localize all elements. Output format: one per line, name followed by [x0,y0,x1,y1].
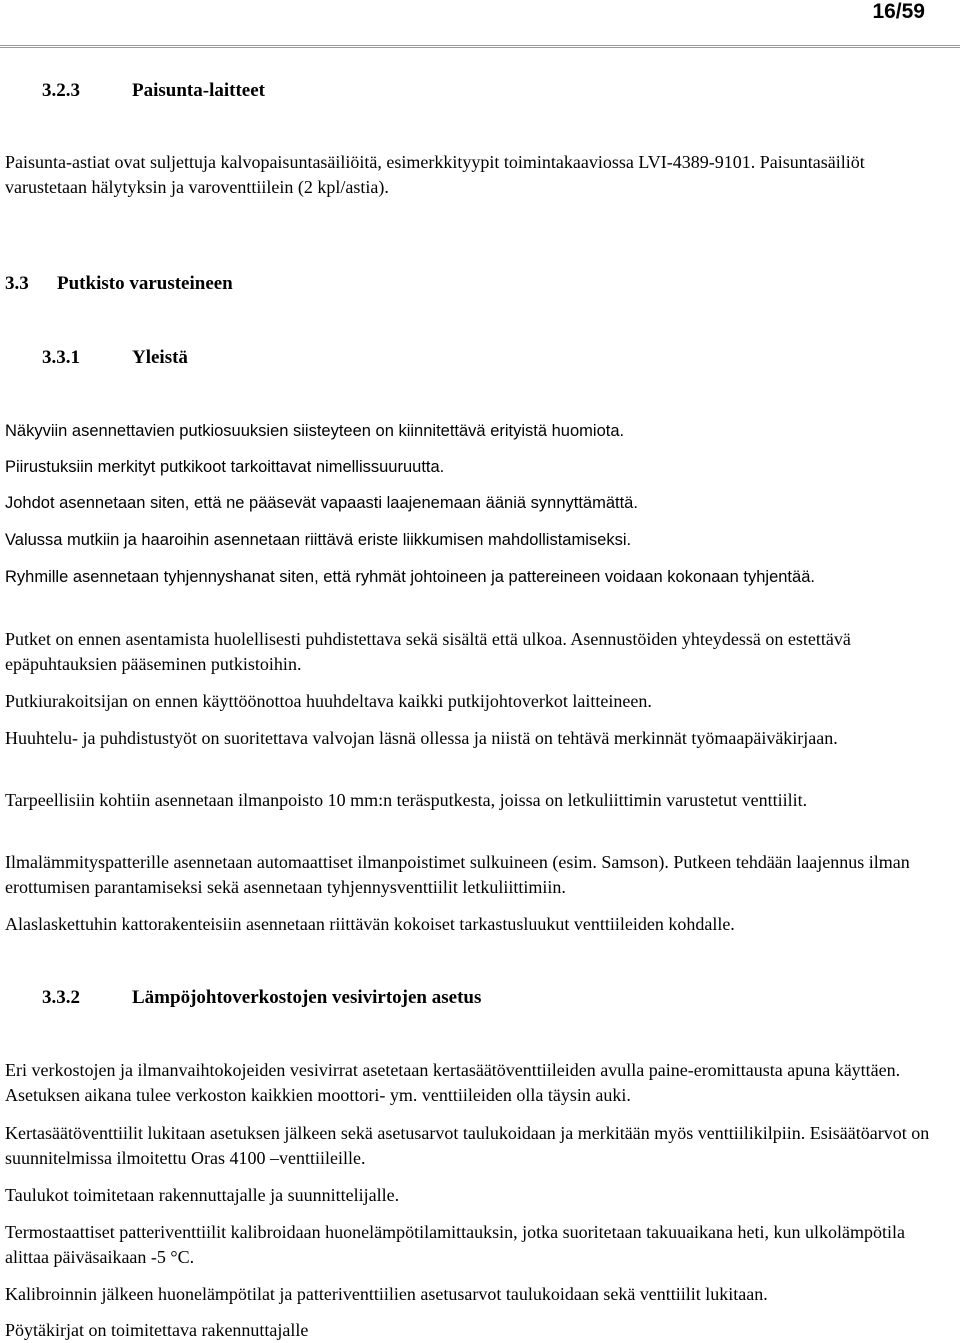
heading-3-3 [5,273,233,295]
heading-title: Paisunta-laitteet [132,80,265,101]
paragraph-visible-pipes: Näkyviin asennettavien putkiosuuksien siisteyteen on kiinnitettävä erityistä huomiota. [5,422,625,440]
heading-title: Yleistä [132,347,188,368]
paragraph-pipe-cleaning: Putket on ennen asentamista huolellisesti puhdistettava sekä sisältä että ulkoa. Asennustöiden yhteydessä on estettävä epäpuhtauksien pääseminen putkistoihin. [5,629,851,674]
heading-title: Lämpöjohtoverkostojen vesivirtojen asetus [132,987,482,1008]
paragraph-pipe-sizes: Piirustuksiin merkityt putkikoot tarkoittavat nimellissuuruutta. [5,458,445,476]
heading-number: 3.3.2 [42,987,80,1008]
paragraph-air-vents: Tarpeellisiin kohtiin asennetaan ilmanpoisto 10 mm:n teräsputkesta, joissa on letkuliittimin varustetut venttiilit. [5,790,808,810]
page-number: 16/59 [872,0,925,23]
paragraph-flushing: Putkiurakoitsijan on ennen käyttöönottoa huuhdeltava kaikki putkijohtoverkot laitteineen. [5,691,652,711]
paragraph-calibration: Kalibroinnin jälkeen huonelämpötilat ja patteriventtiilien asetusarvot taulukoidaan sekä venttiilit lukitaan. [5,1284,768,1304]
heading-number: 3.3 [5,273,29,294]
paragraph-inspection-hatches: Alaslaskettuhin kattorakenteisiin asennetaan riittävän kokoiset tarkastusluukut venttiileiden kohdalle. [5,914,735,934]
heading-title: Putkisto varusteineen [57,273,233,294]
paragraph-valve-locking: Kertasäätöventtiilit lukitaan asetuksen jälkeen sekä asetusarvot taulukoidaan ja merkitään myös venttiilikilpiin. Esisäätöarvot on suunnitelmissa ilmoitettu Oras 4100 –venttiileille. [5,1123,930,1168]
paragraph-drain-valves: Ryhmille asennetaan tyhjennyshanat siten, että ryhmät johtoineen ja pattereineen voidaan kokonaan tyhjentää. [5,568,815,586]
heading-3-2-3 [42,80,265,102]
paragraph-air-heating-coil: Ilmalämmityspatterille asennetaan automaattiset ilmanpoistimet sulkuineen (esim. Samson). Putkeen tehdään laajennus ilman erottumisen parantamiseksi sekä asennetaan tyhjennysventtiilit letkuliittimiin. [5,852,910,897]
paragraph-insulation: Valussa mutkiin ja haaroihin asennetaan riittävä eriste liikkumisen mahdollistamiseksi. [5,531,632,549]
paragraph-supervision: Huuhtelu- ja puhdistustyöt on suoritettava valvojan läsnä ollessa ja niistä on tehtävä merkinnät työmaapäiväkirjaan. [5,728,838,748]
heading-3-3-1 [42,347,188,369]
paragraph-thermostatic-valves: Termostaattiset patteriventtiilit kalibroidaan huonelämpötilamittauksin, jotka suoritetaan takuuaikana heti, kun ulkolämpötila alittaa päiväsaikaan -5 °C. [5,1222,906,1267]
header-divider [0,45,960,48]
paragraph-protocols: Pöytäkirjat on toimitettava rakennuttajalle [5,1320,309,1340]
heading-number: 3.3.1 [42,347,80,368]
paragraph-flow-balancing: Eri verkostojen ja ilmanvaihtokojeiden vesivirrat asetetaan kertasäätöventtiileiden avulla paine-eromittausta apuna käyttäen. Asetuksen aikana tulee verkoston kaikkien moottori- ym. venttiileiden olla täysin auki. [5,1060,901,1105]
heading-3-3-2 [42,987,481,1009]
paragraph-expansion: Johdot asennetaan siten, että ne pääsevät vapaasti laajenemaan ääniä synnyttämättä. [5,494,638,512]
paragraph-tables-delivery: Taulukot toimitetaan rakennuttajalle ja suunnittelijalle. [5,1185,400,1205]
heading-number: 3.2.3 [42,80,80,101]
paragraph-expansion-tanks: Paisunta-astiat ovat suljettuja kalvopaisuntasäiliöitä, esimerkkityypit toimintakaaviossa LVI-4389-9101. Paisuntasäiliöt varustetaan hälytyksin ja varoventtiilein (2 kpl/astia). [5,152,865,197]
